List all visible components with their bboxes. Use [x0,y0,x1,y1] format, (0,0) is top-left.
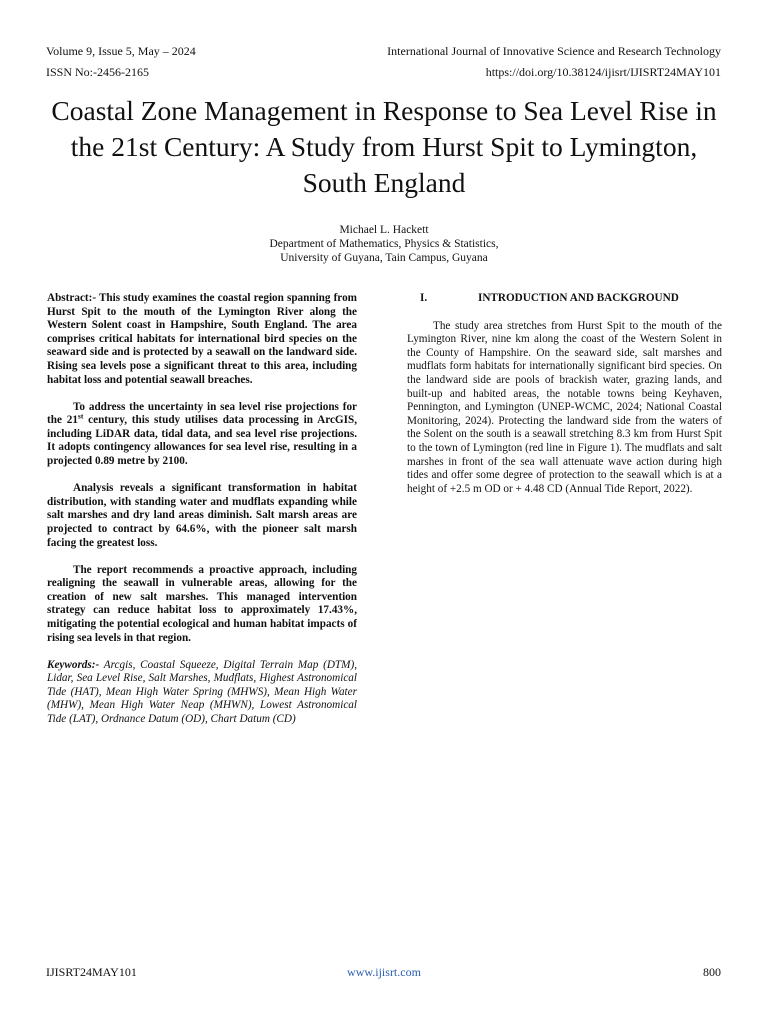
author-university: University of Guyana, Tain Campus, Guyana [280,252,488,264]
abstract-paragraph-3: Analysis reveals a significant transformation in habitat distribution, with standing water and mudflats expanding while salt marshes and dry land areas diminish. Salt marsh areas are projected to contract by 64.6%, with the pioneer salt marsh facing the greatest loss. [47,482,357,549]
author-name: Michael L. Hackett [339,224,429,236]
abstract-paragraph-4: The report recommends a proactive approach, including realigning the seawall in vulnerable areas, allowing for the creation of new salt marshes. This managed intervention strategy can reduce habitat loss to approximately 17.43%, mitigating the potential ecological and human habitat impacts of rising sea levels in that region. [47,563,357,644]
section-heading [407,292,722,306]
keywords [47,659,357,727]
author-block [40,223,728,265]
page-number: 800 [703,965,721,979]
footer-paper-id: IJISRT24MAY101 [46,965,137,979]
journal-name: International Journal of Innovative Science and Research Technology [387,44,721,58]
doi-link[interactable]: https://doi.org/10.38124/ijisrt/IJISRT24MAY101 [485,65,721,79]
abstract-paragraph-1: Abstract:- This study examines the coastal region spanning from Hurst Spit to the mouth of the Lymington River along the Western Solent coast in Hampshire, South England. The area comprises critical habitats for international bird species on the seaward side and is protected by a seawall on the landward side. Rising sea levels pose a significant threat to this area, including habitat loss and potential seawall breaches. [47,292,357,386]
issn: ISSN No:-2456-2165 [46,65,150,79]
introduction-paragraph: The study area stretches from Hurst Spit to the mouth of the Lymington River, nine km along the coast of the Western Solent in the County of Hampshire. On the seaward side, salt marshes and mudflats form habitats for internationally significant bird species. On the landward side are pools of brackish water, grazing lands, and built-up and habited areas, the notable towns being Keyhaven, Pennington, and Lymington (UNEP-WCMC, 2024; National Coastal Monitoring, 2024). Protecting the landward side from the waters of the Solent on the south is a seawall stretching 8.3 km from Hurst Spit to the town of Lymington (red line in Figure 1). The mudflats and salt marshes in front of the sea wall attenuate wave action during high tides and offer some degree of protection to the seawall which is at a height of +2.5 m OD or + 4.48 CD (Annual Tide Report, 2022). [407,319,722,495]
author-department: Department of Mathematics, Physics & Statistics, [269,238,499,250]
abstract-paragraph-2 [47,401,357,469]
keywords-list: Arcgis, Coastal Squeeze, Digital Terrain Map (DTM), Lidar, Sea Level Rise, Salt Marshes, Mudflats, Highest Astronomical Tide (HAT), Mean High Water Spring (MHWS), Mean High Water (MHW), Mean High Water Neap (MHWN), Lowest Astronomical Tide (LAT), Ordnance Datum (OD), Chart Datum (CD) [47,658,357,726]
keywords-label: Keywords:- [47,658,100,671]
section-title: INTRODUCTION AND BACKGROUND [478,292,679,304]
abstract-p2-end: century, this study utilises data processing in ArcGIS, including LiDAR data, tidal data, and sea level rise projections. It adopts contingency allowances for sea level rise, resulting in a projected 0.89 metre by 2100. [47,414,357,468]
volume-issue: Volume 9, Issue 5, May – 2024 [46,44,196,58]
abstract-column [47,292,357,740]
section-number: I. [420,292,428,304]
abstract-p2-start: To address the uncertainty in sea level rise projections for the 21 [47,400,357,427]
paper-title: Coastal Zone Management in Response to Sea Level Rise in the 21st Century: A Study from Hurst Spit to Lymington, South England [51,95,717,198]
ordinal-suffix: st [77,411,84,421]
footer-website-link[interactable]: www.ijisrt.com [347,965,421,979]
introduction-column [407,292,722,496]
